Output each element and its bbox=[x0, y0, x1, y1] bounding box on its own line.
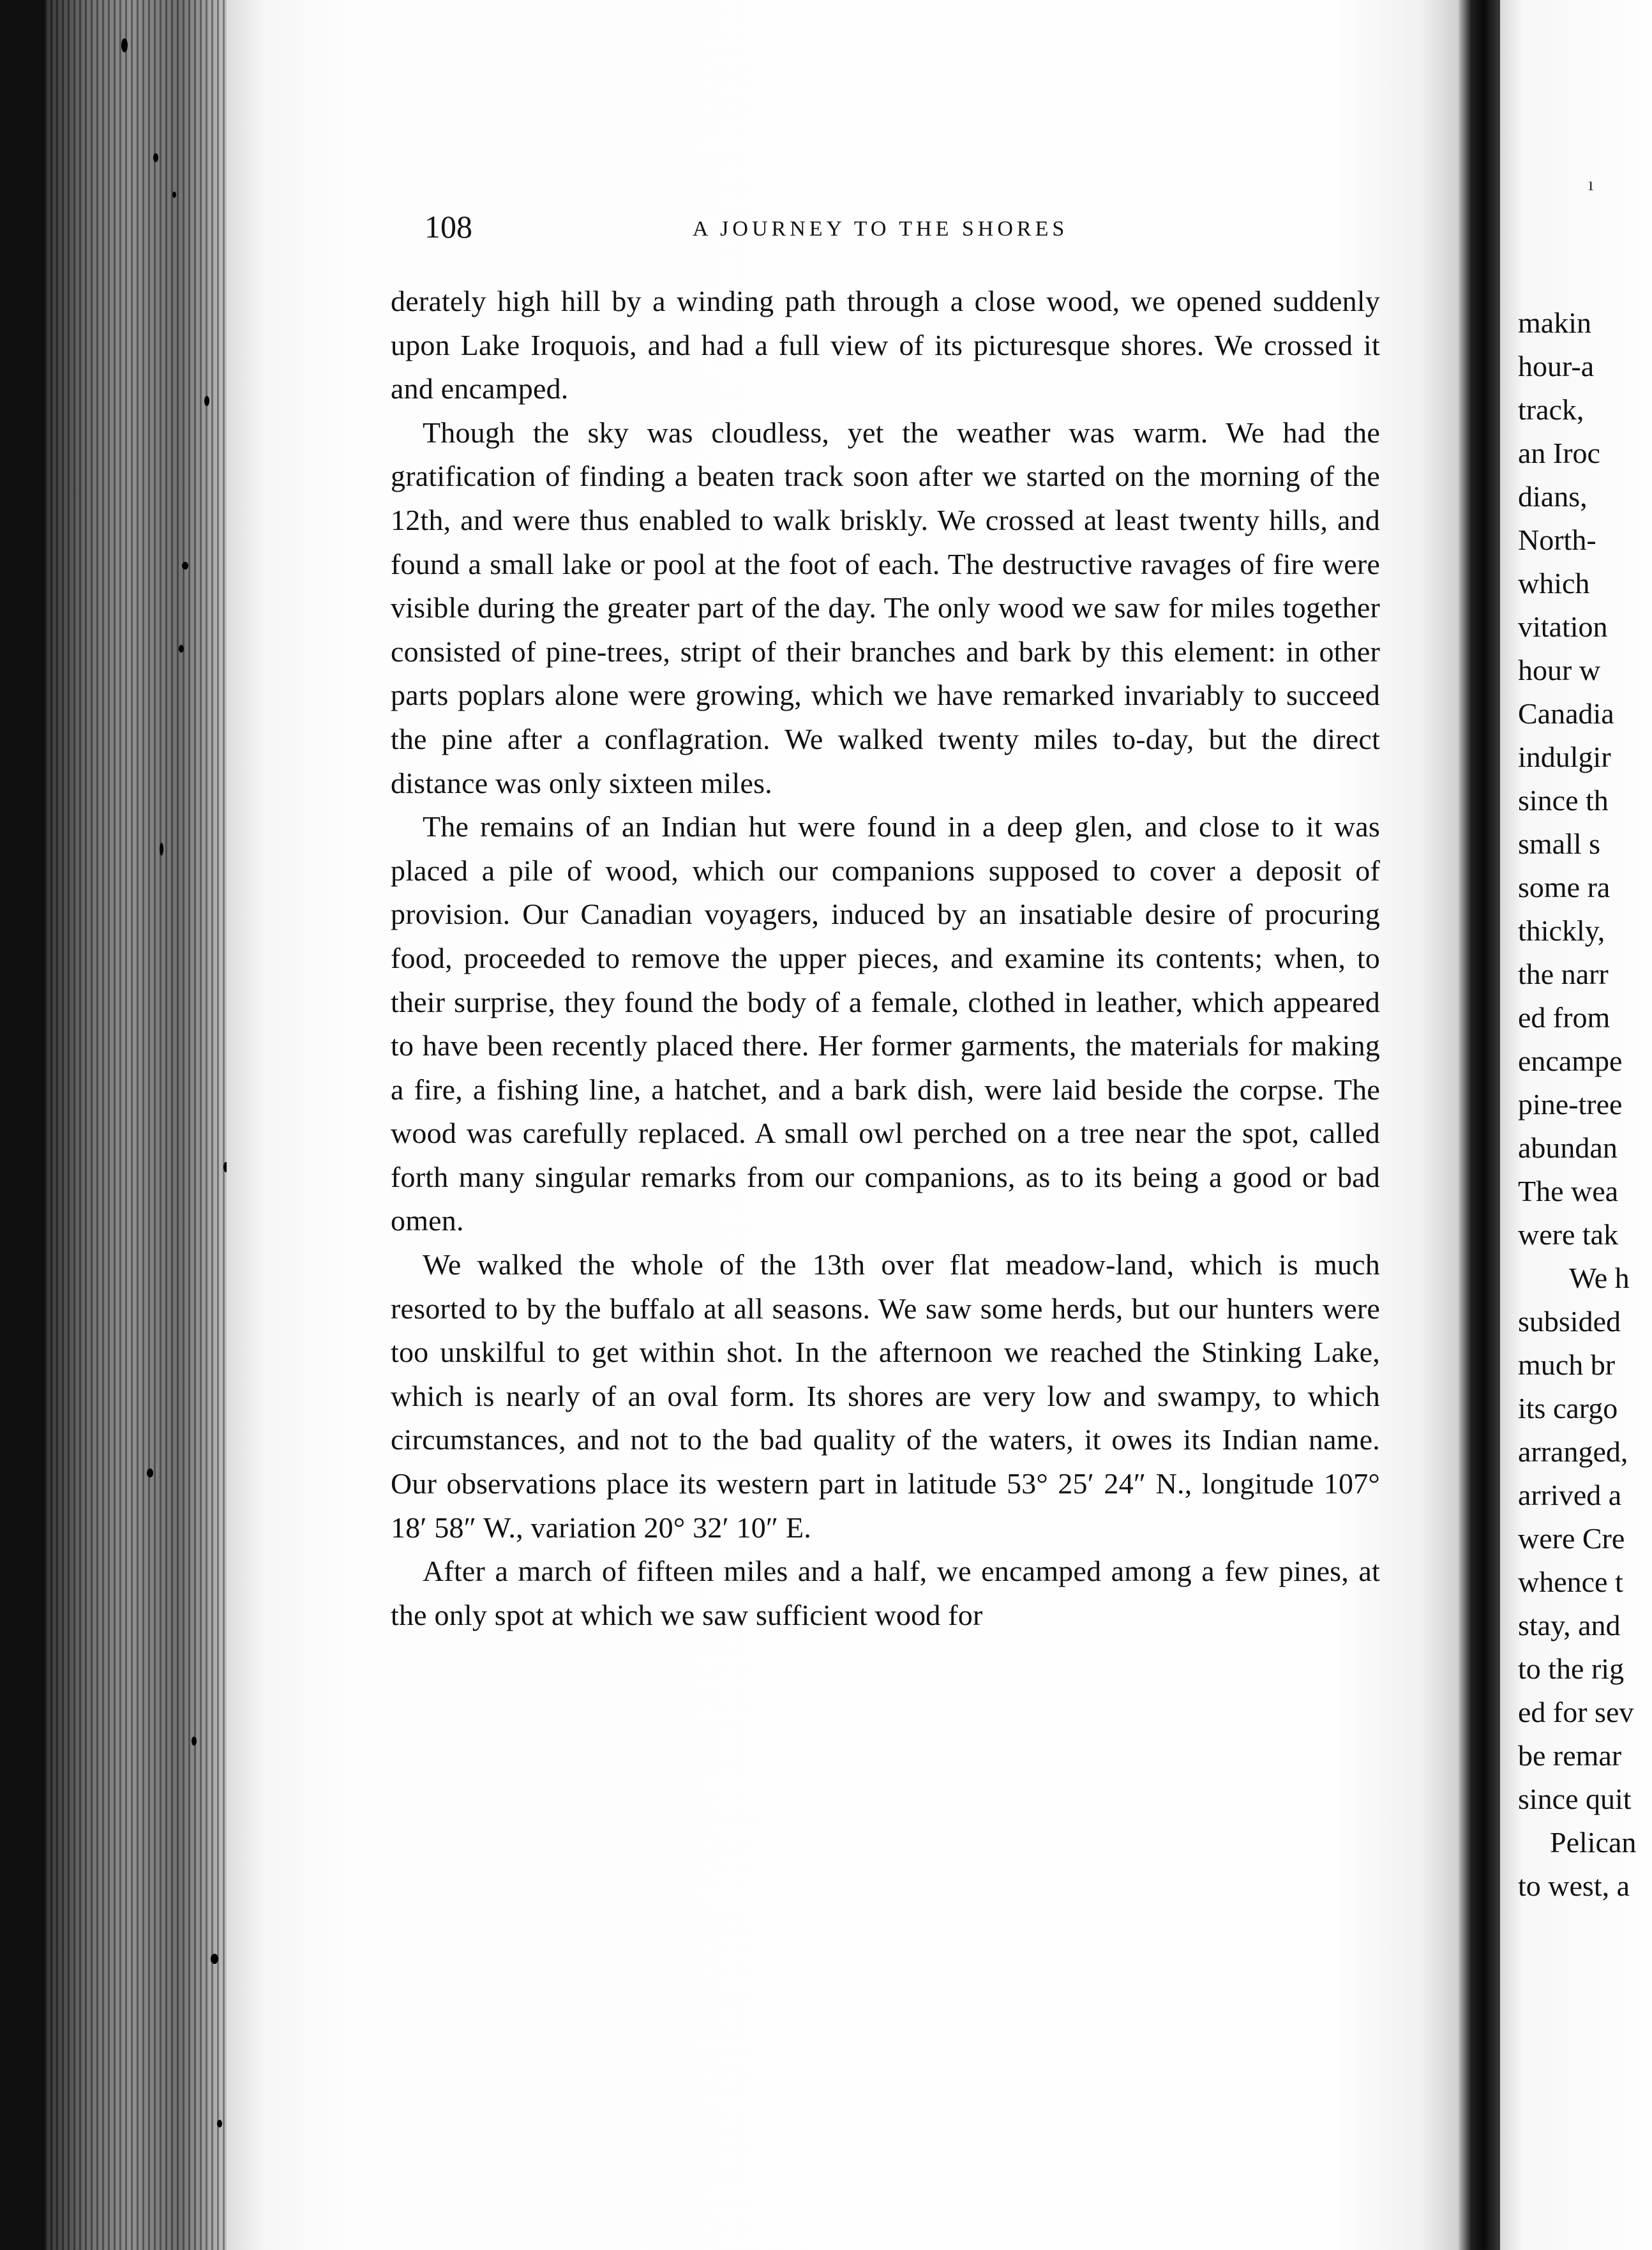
right-line: since quit bbox=[1518, 1783, 1632, 1815]
edge-speck bbox=[121, 38, 128, 52]
paragraph-5: After a march of fifteen miles and a half, we encamped among a few pines, at the only spot at which we saw sufficient wood for bbox=[391, 1555, 1380, 1631]
right-line: makin bbox=[1518, 306, 1591, 339]
right-line: the narr bbox=[1518, 958, 1609, 990]
edge-speck bbox=[191, 1737, 197, 1746]
right-line: vitation bbox=[1518, 610, 1608, 643]
right-line: subsided bbox=[1518, 1305, 1621, 1338]
right-line: encampe bbox=[1518, 1045, 1623, 1077]
edge-speck bbox=[147, 1469, 153, 1477]
right-line: an Iroc bbox=[1518, 437, 1600, 469]
right-line: small s bbox=[1518, 827, 1601, 860]
right-line: pine-tree bbox=[1518, 1088, 1623, 1121]
right-line: abundan bbox=[1518, 1131, 1618, 1164]
right-line: some ra bbox=[1518, 871, 1611, 903]
right-line: hour-a bbox=[1518, 350, 1595, 382]
edge-speck bbox=[153, 153, 158, 162]
page-number: 108 bbox=[424, 209, 472, 245]
book-page-edge bbox=[45, 0, 236, 2250]
edge-speck bbox=[172, 192, 176, 198]
right-line: Canadia bbox=[1518, 697, 1614, 730]
right-line: dians, bbox=[1518, 480, 1588, 513]
paragraph-4: We walked the whole of the 13th over flat meadow-land, which is much resorted to by the buffalo at all seasons. We saw some herds, but our hunters were too unskilful to get within shot. In the afternoon we reached the Stinking Lake, which is nearly of an oval form. Its shores are very low and swampy, to which circumstances, and not to the bad quality of the waters, it owes its Indian name. Our observations place its western part in latitude 53° 25′ 24″ N., longitude 107° 18′ 58″ W., variation 20° 32′ 10″ E. bbox=[391, 1248, 1380, 1544]
paragraph-1: derately high hill by a winding path through a close wood, we opened suddenly upon Lake Iroquois, and had a full view of its picturesque shores. We crossed it and encamped. bbox=[391, 285, 1380, 405]
edge-speck bbox=[182, 562, 188, 570]
right-line: to west, a bbox=[1518, 1869, 1630, 1902]
edge-speck bbox=[160, 843, 163, 856]
right-page-mark: ı bbox=[1588, 174, 1594, 195]
running-header bbox=[424, 208, 1382, 246]
body-text bbox=[391, 280, 1380, 1637]
right-line: whence t bbox=[1518, 1566, 1623, 1598]
edge-speck bbox=[204, 396, 209, 406]
book-gutter bbox=[1459, 0, 1500, 2250]
right-line: much br bbox=[1518, 1348, 1616, 1381]
right-line: its cargo bbox=[1518, 1392, 1618, 1424]
right-line: thickly, bbox=[1518, 914, 1605, 947]
right-line: be remar bbox=[1518, 1739, 1622, 1772]
right-line: hour w bbox=[1518, 654, 1601, 686]
right-line: ed for sev bbox=[1518, 1696, 1634, 1728]
right-line: were Cre bbox=[1518, 1522, 1625, 1555]
paragraph-3: The remains of an Indian hut were found in a deep glen, and close to it was placed a pile of wood, which our companions supposed to cover a deposit of provision. Our Canadian voyagers, induced by an insatiable desire of procuring food, proceeded to remove the upper pieces, and examine its contents; when, to their surprise, they found the body of a female, clothed in leather, which appeared to have been recently placed there. Her former garments, the materials for making a fire, a fishing line, a hatchet, and a bark dish, were laid beside the corpse. The wood was carefully replaced. A small owl perched on a tree near the spot, called forth many singular remarks from our companions, as to its being a good or bad omen. bbox=[391, 810, 1380, 1237]
edge-speck bbox=[179, 645, 184, 653]
right-line: track, bbox=[1518, 393, 1584, 426]
right-line: We h bbox=[1569, 1262, 1630, 1294]
running-title: A JOURNEY TO THE SHORES bbox=[693, 217, 1069, 241]
edge-speck bbox=[211, 1954, 218, 1964]
right-line: indulgir bbox=[1518, 741, 1611, 773]
paragraph-2: Though the sky was cloudless, yet the weather was warm. We had the gratification of finding a beaten track soon after we started on the morning of the 12th, and were thus enabled to walk briskly. We crossed at least twenty hills, and found a small lake or pool at the foot of each. The destructive ravages of fire were visible during the greater part of the day. The only wood we saw for miles together consisted of pine-trees, stript of their branches and bark by this element: in other parts poplars alone were growing, which we have remarked invariably to succeed the pine after a conflagration. We walked twenty miles to-day, but the direct distance was only sixteen miles. bbox=[391, 416, 1380, 799]
right-line: arranged, bbox=[1518, 1435, 1628, 1468]
right-line: The wea bbox=[1518, 1175, 1619, 1207]
right-line: North- bbox=[1518, 524, 1596, 556]
right-line: to the rig bbox=[1518, 1652, 1625, 1685]
right-line: stay, and bbox=[1518, 1609, 1621, 1642]
right-line: Pelican bbox=[1550, 1826, 1637, 1859]
right-line: which bbox=[1518, 567, 1590, 600]
right-line: since th bbox=[1518, 784, 1609, 817]
right-line: arrived a bbox=[1518, 1479, 1622, 1511]
edge-speck bbox=[217, 2120, 222, 2127]
right-line: were tak bbox=[1518, 1218, 1619, 1251]
right-line: ed from bbox=[1518, 1001, 1611, 1034]
